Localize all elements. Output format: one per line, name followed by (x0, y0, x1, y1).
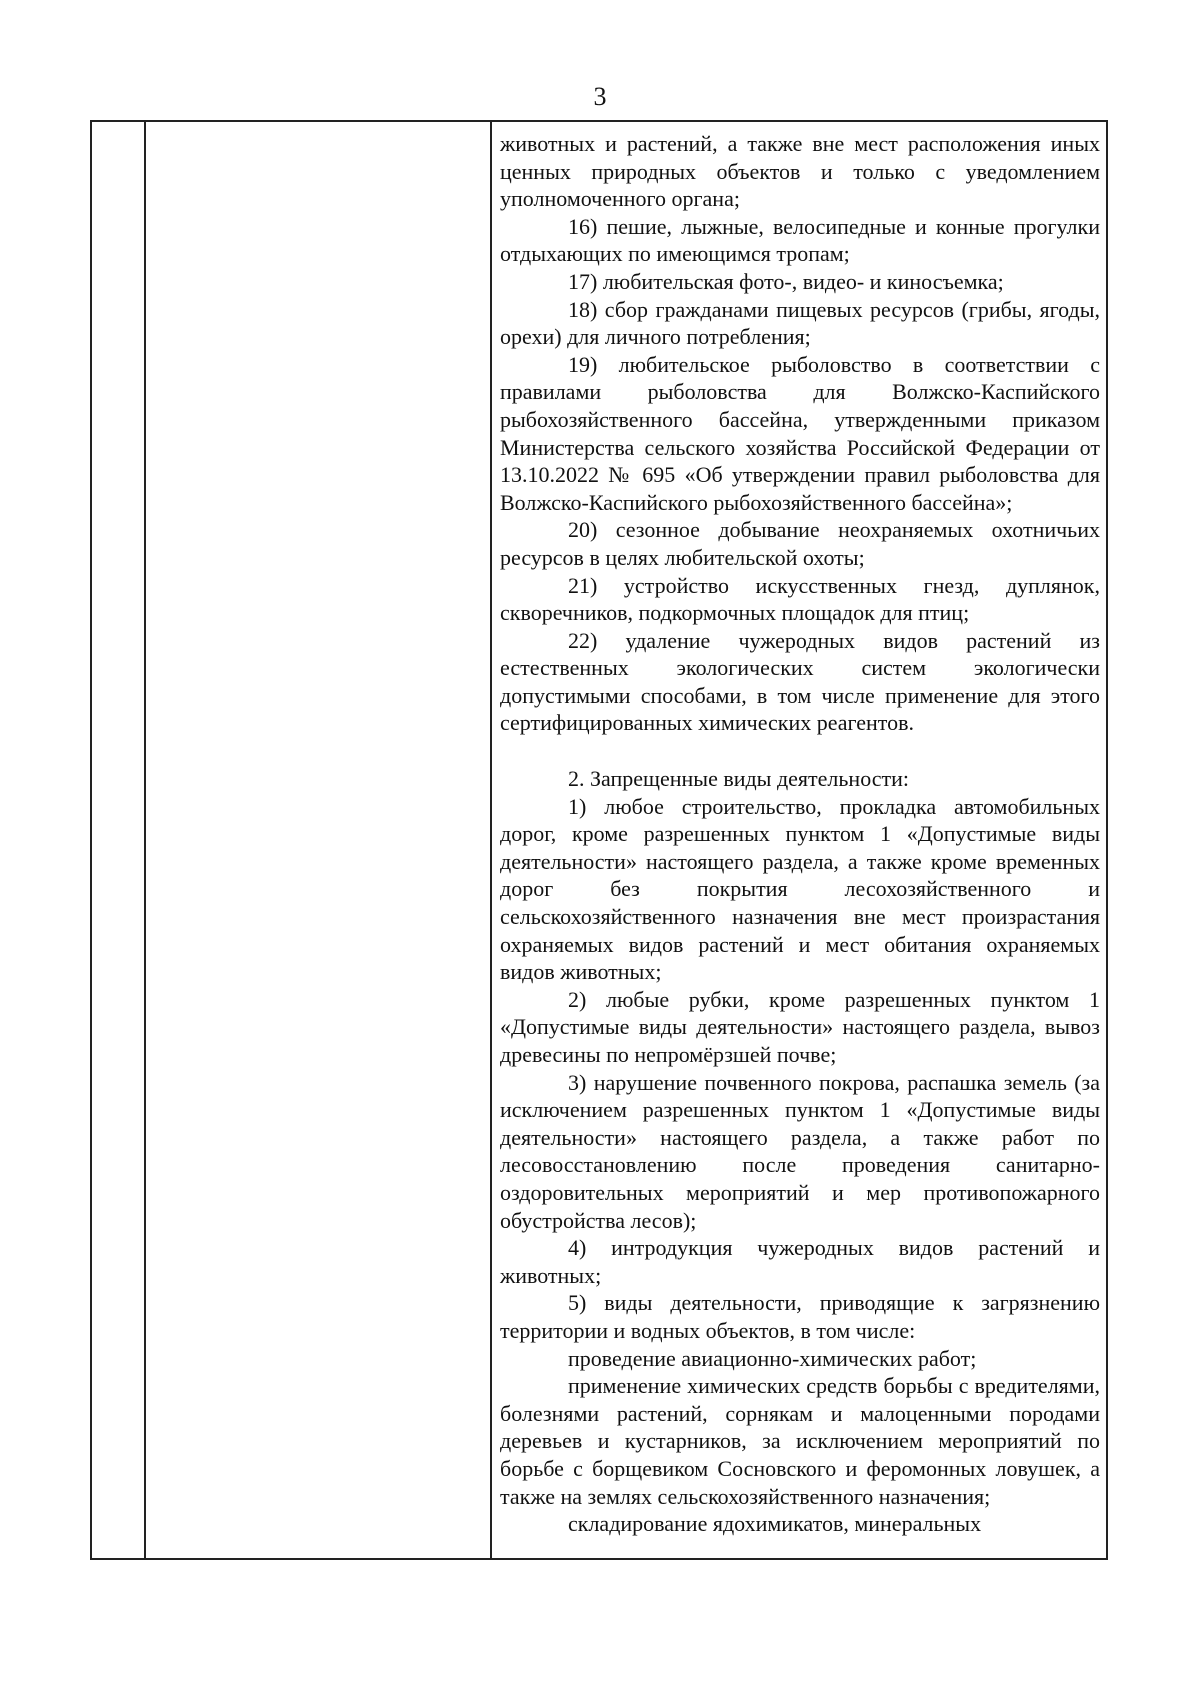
list-item-16: 16) пешие, лыжные, велосипедные и конные прогулки отдыхающих по имеющимся тропам; (500, 213, 1100, 267)
column-divider-2 (490, 122, 492, 1558)
list-item-19: 19) любительское рыболовство в соответствии с правилами рыболовства для Волжско-Каспийского рыбохозяйственного бассейна, утвержденными приказом Министерства сельского хозяйства Российской Федерации от 13.10.2022 № 695 «Об утверждении правил рыболовства для Волжско-Каспийского рыбохозяйственного бассейна»; (500, 351, 1100, 515)
list-item-21: 21) устройство искусственных гнезд, дуплянок, скворечников, подкормочных площадок для птиц; (500, 572, 1100, 626)
prohibited-item-5: 5) виды деятельности, приводящие к загрязнению территории и водных объектов, в том числе: (500, 1290, 1100, 1343)
list-item-20: 20) сезонное добывание неохраняемых охотничьих ресурсов в целях любительской охоты; (500, 517, 1100, 570)
table-content-cell (500, 130, 1100, 1538)
prohibited-item-1: 1) любое строительство, прокладка автомобильных дорог, кроме разрешенных пунктом 1 «Допустимые виды деятельности» настоящего раздела, а также кроме временных дорог без покрытия лесохозяйственного и сельскохозяйственного назначения вне мест произрастания охраняемых видов растений и мест обитания охраняемых видов животных; (500, 793, 1100, 985)
list-item-22: 22) удаление чужеродных видов растений из естественных экологических систем экологически допустимыми способами, в том числе применение для этого сертифицированных химических реагентов. (500, 627, 1100, 736)
section-heading-prohibited: 2. Запрещенные виды деятельности: (568, 766, 910, 792)
prohibited-subitem-chemicals: применение химических средств борьбы с вредителями, болезнями растений, сорнякам и малоценными породами деревьев и кустарников, за исключением мероприятий по борьбе с борщевиком Сосновского и феромонных ловушек, а также на землях сельскохозяйственного назначения; (500, 1373, 1100, 1509)
prohibited-subitem-storage: складирование ядохимикатов, минеральных (568, 1511, 982, 1537)
prohibited-subitem-aviation: проведение авиационно-химических работ; (568, 1345, 977, 1371)
prohibited-item-4: 4) интродукция чужеродных видов растений и животных; (500, 1235, 1100, 1288)
page-number: 3 (593, 82, 607, 111)
column-divider-1 (144, 122, 146, 1558)
prohibited-item-3: 3) нарушение почвенного покрова, распашка земель (за исключением разрешенных пунктом 1 «Допустимые виды деятельности» настоящего раздела, а также работ по лесовосстановлению после проведения санитарно-оздоровительных мероприятий и мер противопожарного обустройства лесов); (500, 1069, 1100, 1233)
paragraph-continuation: животных и растений, а также вне мест расположения иных ценных природных объектов и только с уведомлением уполномоченного органа; (500, 131, 1100, 212)
document-table (90, 120, 1108, 1560)
prohibited-item-2: 2) любые рубки, кроме разрешенных пунктом 1 «Допустимые виды деятельности» настоящего раздела, вывоз древесины по непромёрзшей почве; (500, 986, 1100, 1067)
list-item-18: 18) сбор гражданами пищевых ресурсов (грибы, ягоды, орехи) для личного потребления; (500, 296, 1100, 350)
list-item-17: 17) любительская фото-, видео- и киносъемка; (568, 268, 1004, 294)
